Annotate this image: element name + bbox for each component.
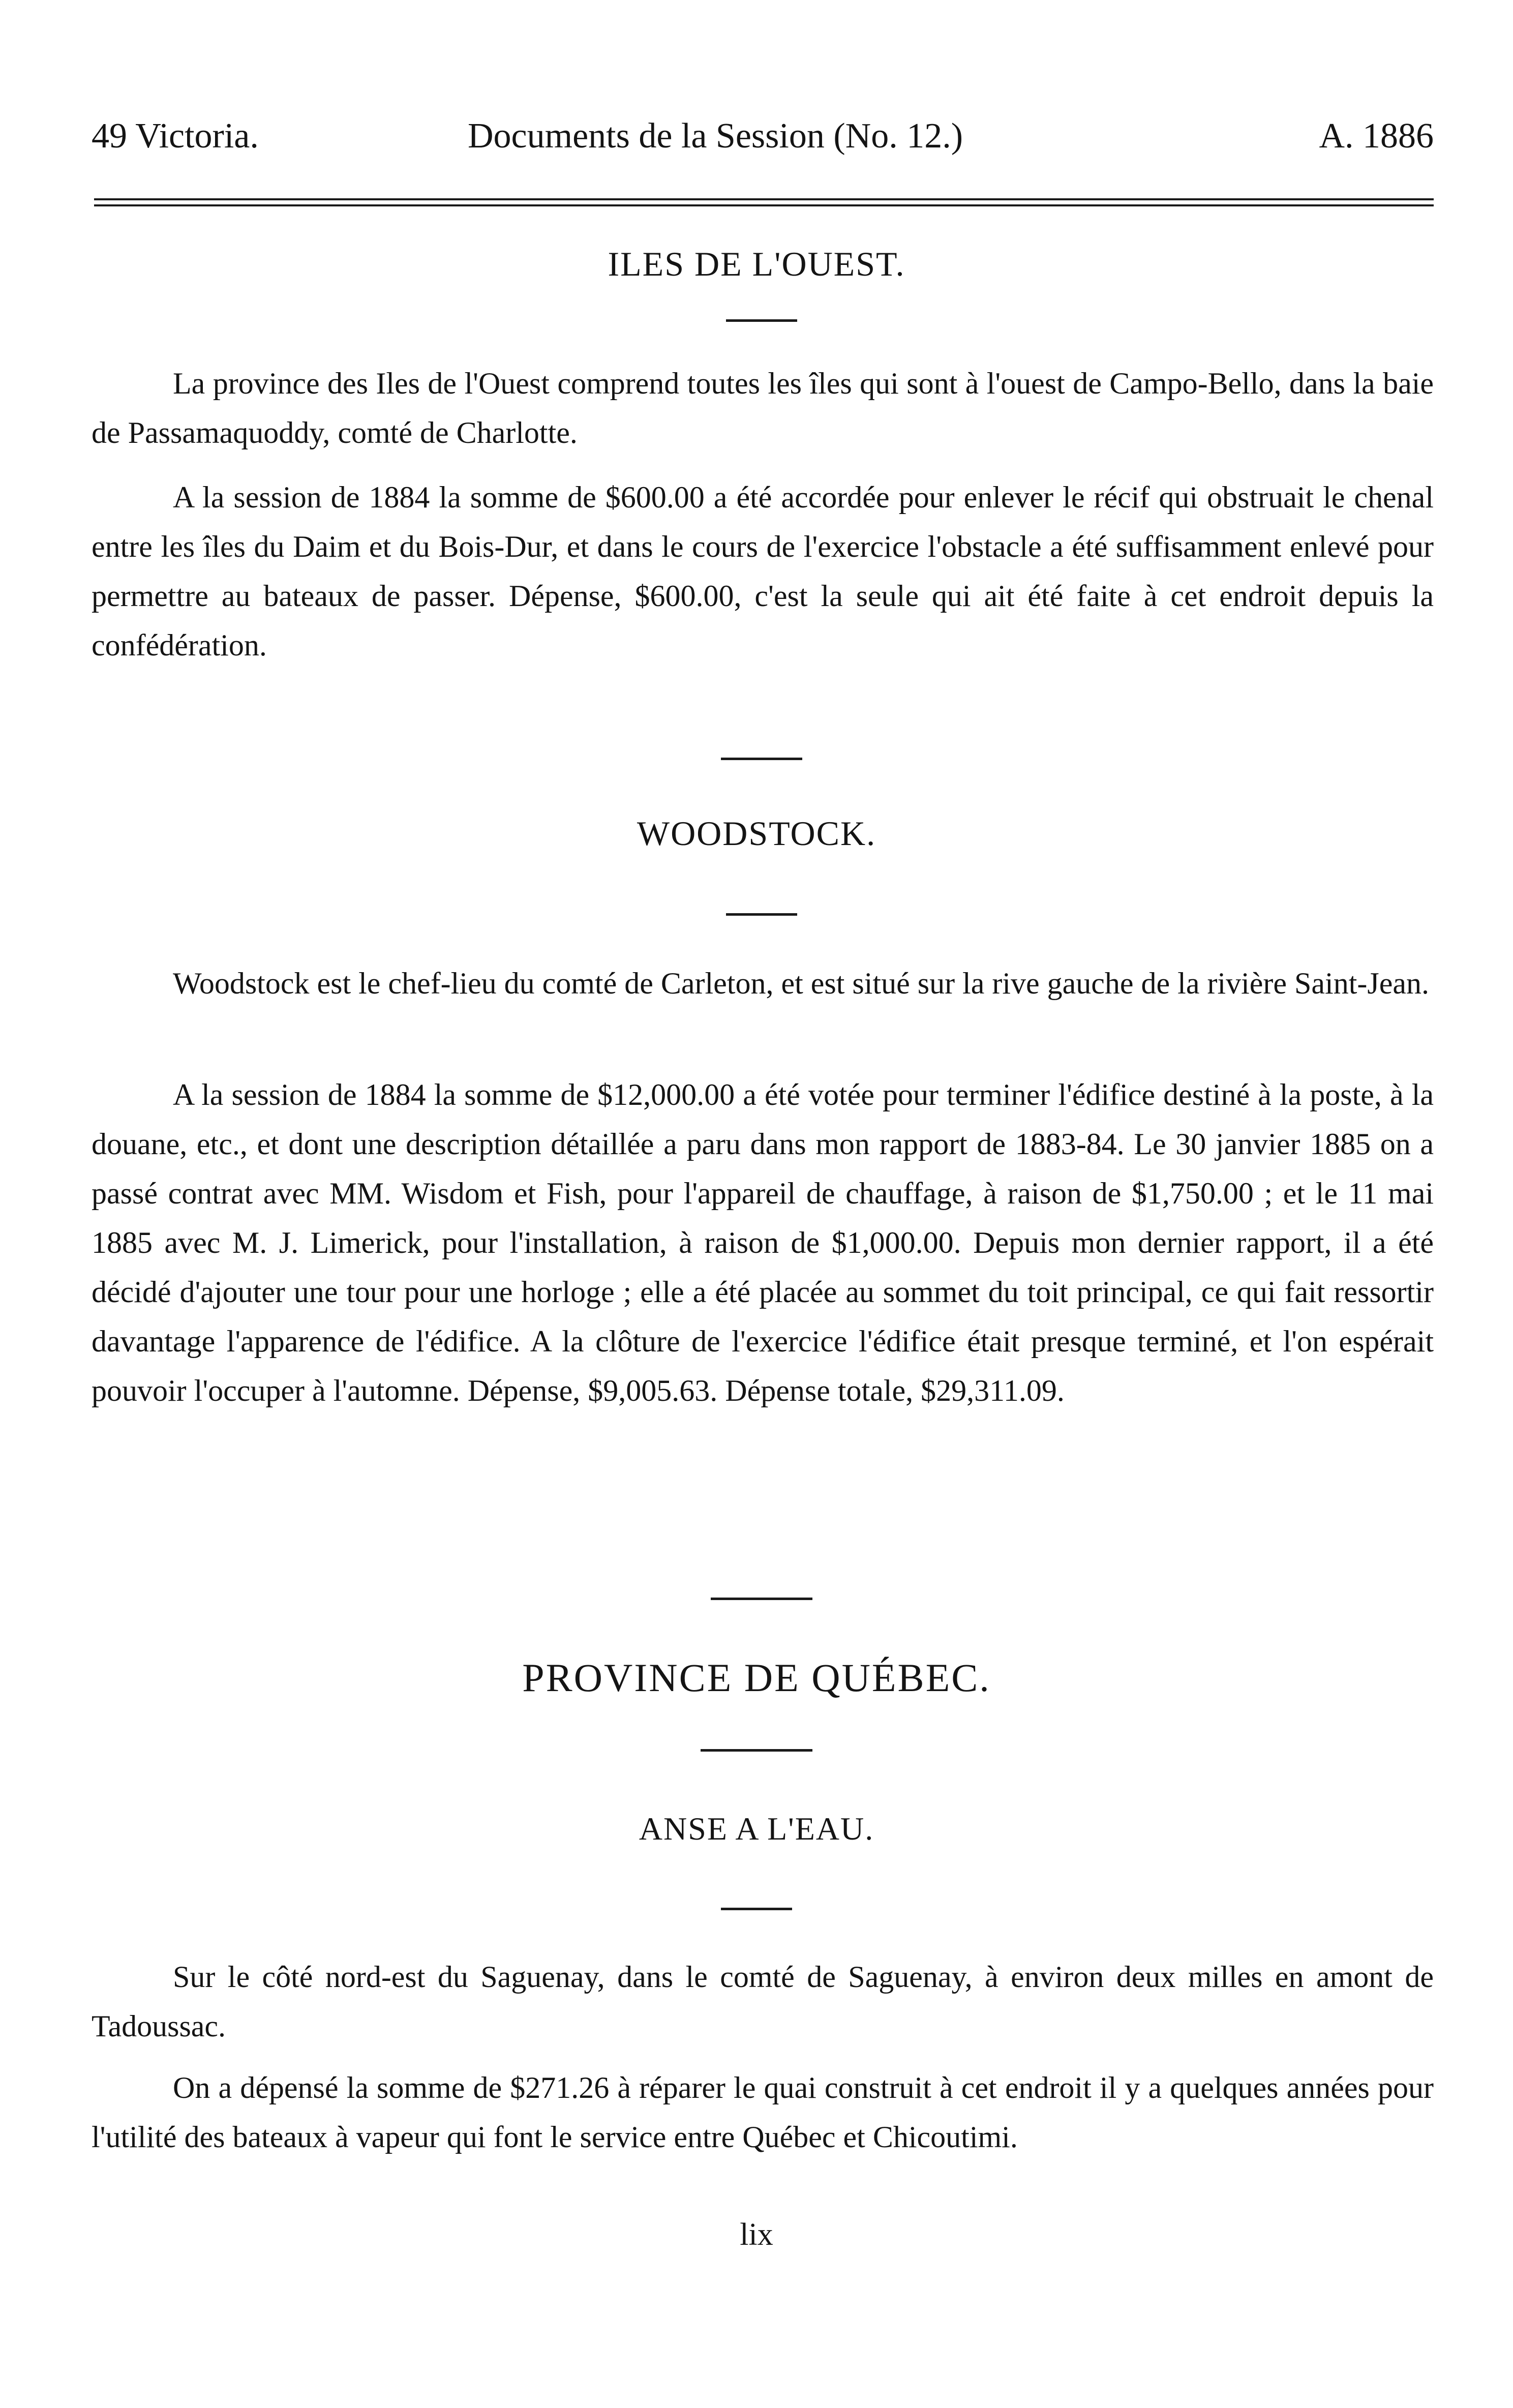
- paragraph-iles-1: La province des Iles de l'Ouest comprend toutes les îles qui sont à l'ouest de Campo-Bello, dans la baie de Passamaquoddy, comté de Charlotte.: [92, 367, 1434, 449]
- paragraph-iles-2: A la session de 1884 la somme de $600.00 a été accordée pour enlever le récif qui obstruait le chenal entre les îles du Daim et du Bois-Dur, et dans le cours de l'exercice l'obstacle a été suffisamment enlevé pour permettre au bateaux de passer. Dépense, $600.00, c'est la seule qui ait été faite à cet endroit depuis la confédération.: [92, 480, 1434, 662]
- running-head: [92, 116, 1434, 157]
- header-rule-top: [94, 198, 1434, 200]
- paragraph-woodstock-1: Woodstock est le chef-lieu du comté de Carleton, et est situé sur la rive gauche de la rivière Saint-Jean.: [173, 967, 1429, 1000]
- section-heading-iles: ILES DE L'OUEST.: [608, 245, 905, 283]
- section-heading-anse: ANSE A L'EAU.: [639, 1811, 874, 1847]
- section-heading-woodstock: WOODSTOCK.: [637, 814, 876, 853]
- paragraph-anse-1: Sur le côté nord-est du Saguenay, dans le comté de Saguenay, à environ deux milles en amont de Tadoussac.: [92, 1960, 1434, 2043]
- header-volume: 49 Victoria.: [92, 116, 259, 156]
- section-divider: [721, 1908, 792, 1910]
- paragraph-woodstock-2: A la session de 1884 la somme de $12,000.00 a été votée pour terminer l'édifice destiné à la poste, à la douane, etc., et dont une description détaillée a paru dans mon rapport de 1883-84. Le 30 janvier 1885 on a passé contrat avec MM. Wisdom et Fish, pour l'appareil de chauffage, à raison de $1,750.00 ; et le 11 mai 1885 avec M. J. Limerick, pour l'installation, à raison de $1,000.00. Depuis mon dernier rapport, il a été décidé d'ajouter une tour pour une horloge ; elle a été placée au sommet du toit principal, ce qui fait ressortir davantage l'apparence de l'édifice. A la clôture de l'exercice l'édifice était presque terminé, et l'on espérait pouvoir l'occuper à l'automne. Dépense, $9,005.63. Dépense totale, $29,311.09.: [92, 1078, 1434, 1407]
- section-divider: [726, 319, 797, 322]
- section-heading-quebec: PROVINCE DE QUÉBEC.: [522, 1656, 991, 1700]
- page-number: lix: [740, 2217, 773, 2252]
- paragraph-anse-2: On a dépensé la somme de $271.26 à réparer le quai construit à cet endroit il y a quelques années pour l'utilité des bateaux à vapeur qui font le service entre Québec et Chicoutimi.: [92, 2071, 1434, 2154]
- header-title: Documents de la Session (No. 12.): [468, 116, 963, 156]
- header-rule-bottom: [94, 204, 1434, 206]
- section-divider: [721, 758, 802, 760]
- section-divider: [726, 913, 797, 916]
- section-divider: [701, 1749, 812, 1752]
- header-year: A. 1886: [1319, 116, 1434, 156]
- section-divider: [711, 1598, 812, 1600]
